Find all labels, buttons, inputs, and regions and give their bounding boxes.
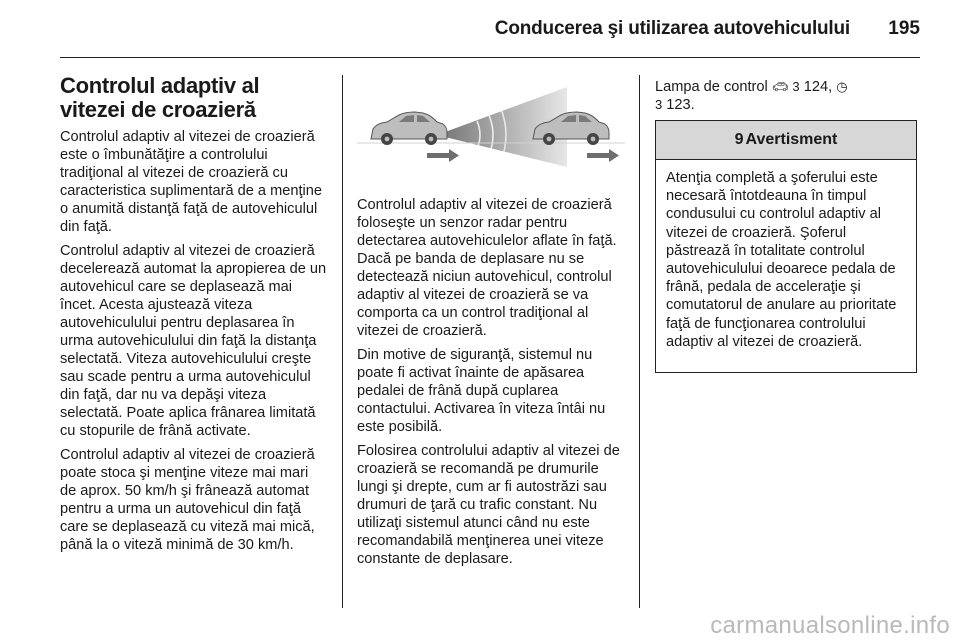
header-rule	[60, 57, 920, 58]
column-2	[357, 196, 627, 574]
page-ref: 124,	[803, 79, 833, 95]
radar-illustration	[357, 75, 625, 181]
cruise-control-icon: ◷	[836, 79, 848, 94]
warning-icon: 9	[734, 131, 744, 148]
paragraph: Controlul adaptiv al vitezei de croazieră poate stoca şi menţine viteze mai mari de aprox. 50 km/h şi frânează automat pentru a urma un autovehicul din faţă care se deplasează cu viteză mai mică, până la o viteză minimă de 30 km/h.	[60, 447, 315, 553]
page-header	[60, 14, 920, 42]
paragraph: Din motive de siguranţă, sistemul nu poate fi activat înainte de apăsarea pedalei de frână după cuplarea contactului. Activarea în viteza întâi nu este posibilă.	[357, 347, 606, 435]
chapter-title: Conducerea şi utilizarea autovehiculului	[494, 18, 850, 39]
watermark: carmanualsonline.info	[710, 612, 950, 639]
column-divider-2	[639, 75, 640, 608]
paragraph: Controlul adaptiv al vitezei de croazieră este o îmbunătăţire a controlului tradiţional al vitezei de croazieră cu caracteristica suplimentară de a menţine o anumită distanţă faţă de autovehiculul din faţă.	[60, 129, 323, 235]
car-lamp-icon: 🚗︎	[771, 79, 789, 94]
page-ref: 123.	[666, 97, 695, 113]
control-lamp-reference	[655, 78, 921, 114]
warning-header	[656, 121, 916, 160]
page-ref-arrow-icon: 3	[792, 79, 800, 94]
column-divider-1	[342, 75, 343, 608]
page-ref-arrow-icon: 3	[655, 97, 663, 112]
radar-cars-figure	[357, 75, 625, 181]
column-1	[60, 74, 328, 560]
column-3	[655, 78, 921, 114]
lamp-label: Lampa de control	[655, 79, 768, 95]
page-number: 195	[888, 18, 920, 39]
warning-text: Atenţia completă a şoferului este necesară întotdeauna în timpul condusului cu controlul adaptiv al vitezei de croazieră. Şoferul păstrează în totalitate controlul autovehiculului deoarece pedala de frână, pedala de acceleraţie şi comutatorul de anulare au prioritate faţă de funcţionarea controlului adaptiv al vitezei de croazieră.	[666, 170, 897, 350]
paragraph: Controlul adaptiv al vitezei de croazieră foloseşte un senzor radar pentru detectarea autovehiculelor aflate în faţă. Dacă pe banda de deplasare nu se detectează niciun autovehicul, controlul adaptiv al vitezei de croazieră se va comporta ca un control tradiţional al vitezei de croazieră.	[357, 197, 617, 339]
paragraph: Controlul adaptiv al vitezei de croazieră decelerează automat la apropierea de un autovehicul care se deplasează mai încet. Acesta ajustează viteza autovehiculului pentru deplasarea în urma autovehiculului din faţă la distanţa selectată. Viteza autovehiculului creşte sau scade pentru a urma autovehiculul din faţă, dar nu va depăşi viteza selectată. Poate aplica frânarea limitată cu stopurile de frână activate.	[60, 243, 327, 439]
warning-title: Avertisment	[745, 131, 838, 148]
section-title: Controlul adaptiv al vitezei de croazieră	[60, 73, 260, 122]
warning-box	[655, 120, 917, 373]
paragraph: Folosirea controlului adaptiv al vitezei de croazieră se recomandă pe drumurile lungi şi drepte, cum ar fi autostrăzi sau drumuri de ţară cu trafic constant. Nu utilizaţi sistemul atunci când nu este recomandabilă menţinerea unei viteze constante de deplasare.	[357, 443, 620, 567]
